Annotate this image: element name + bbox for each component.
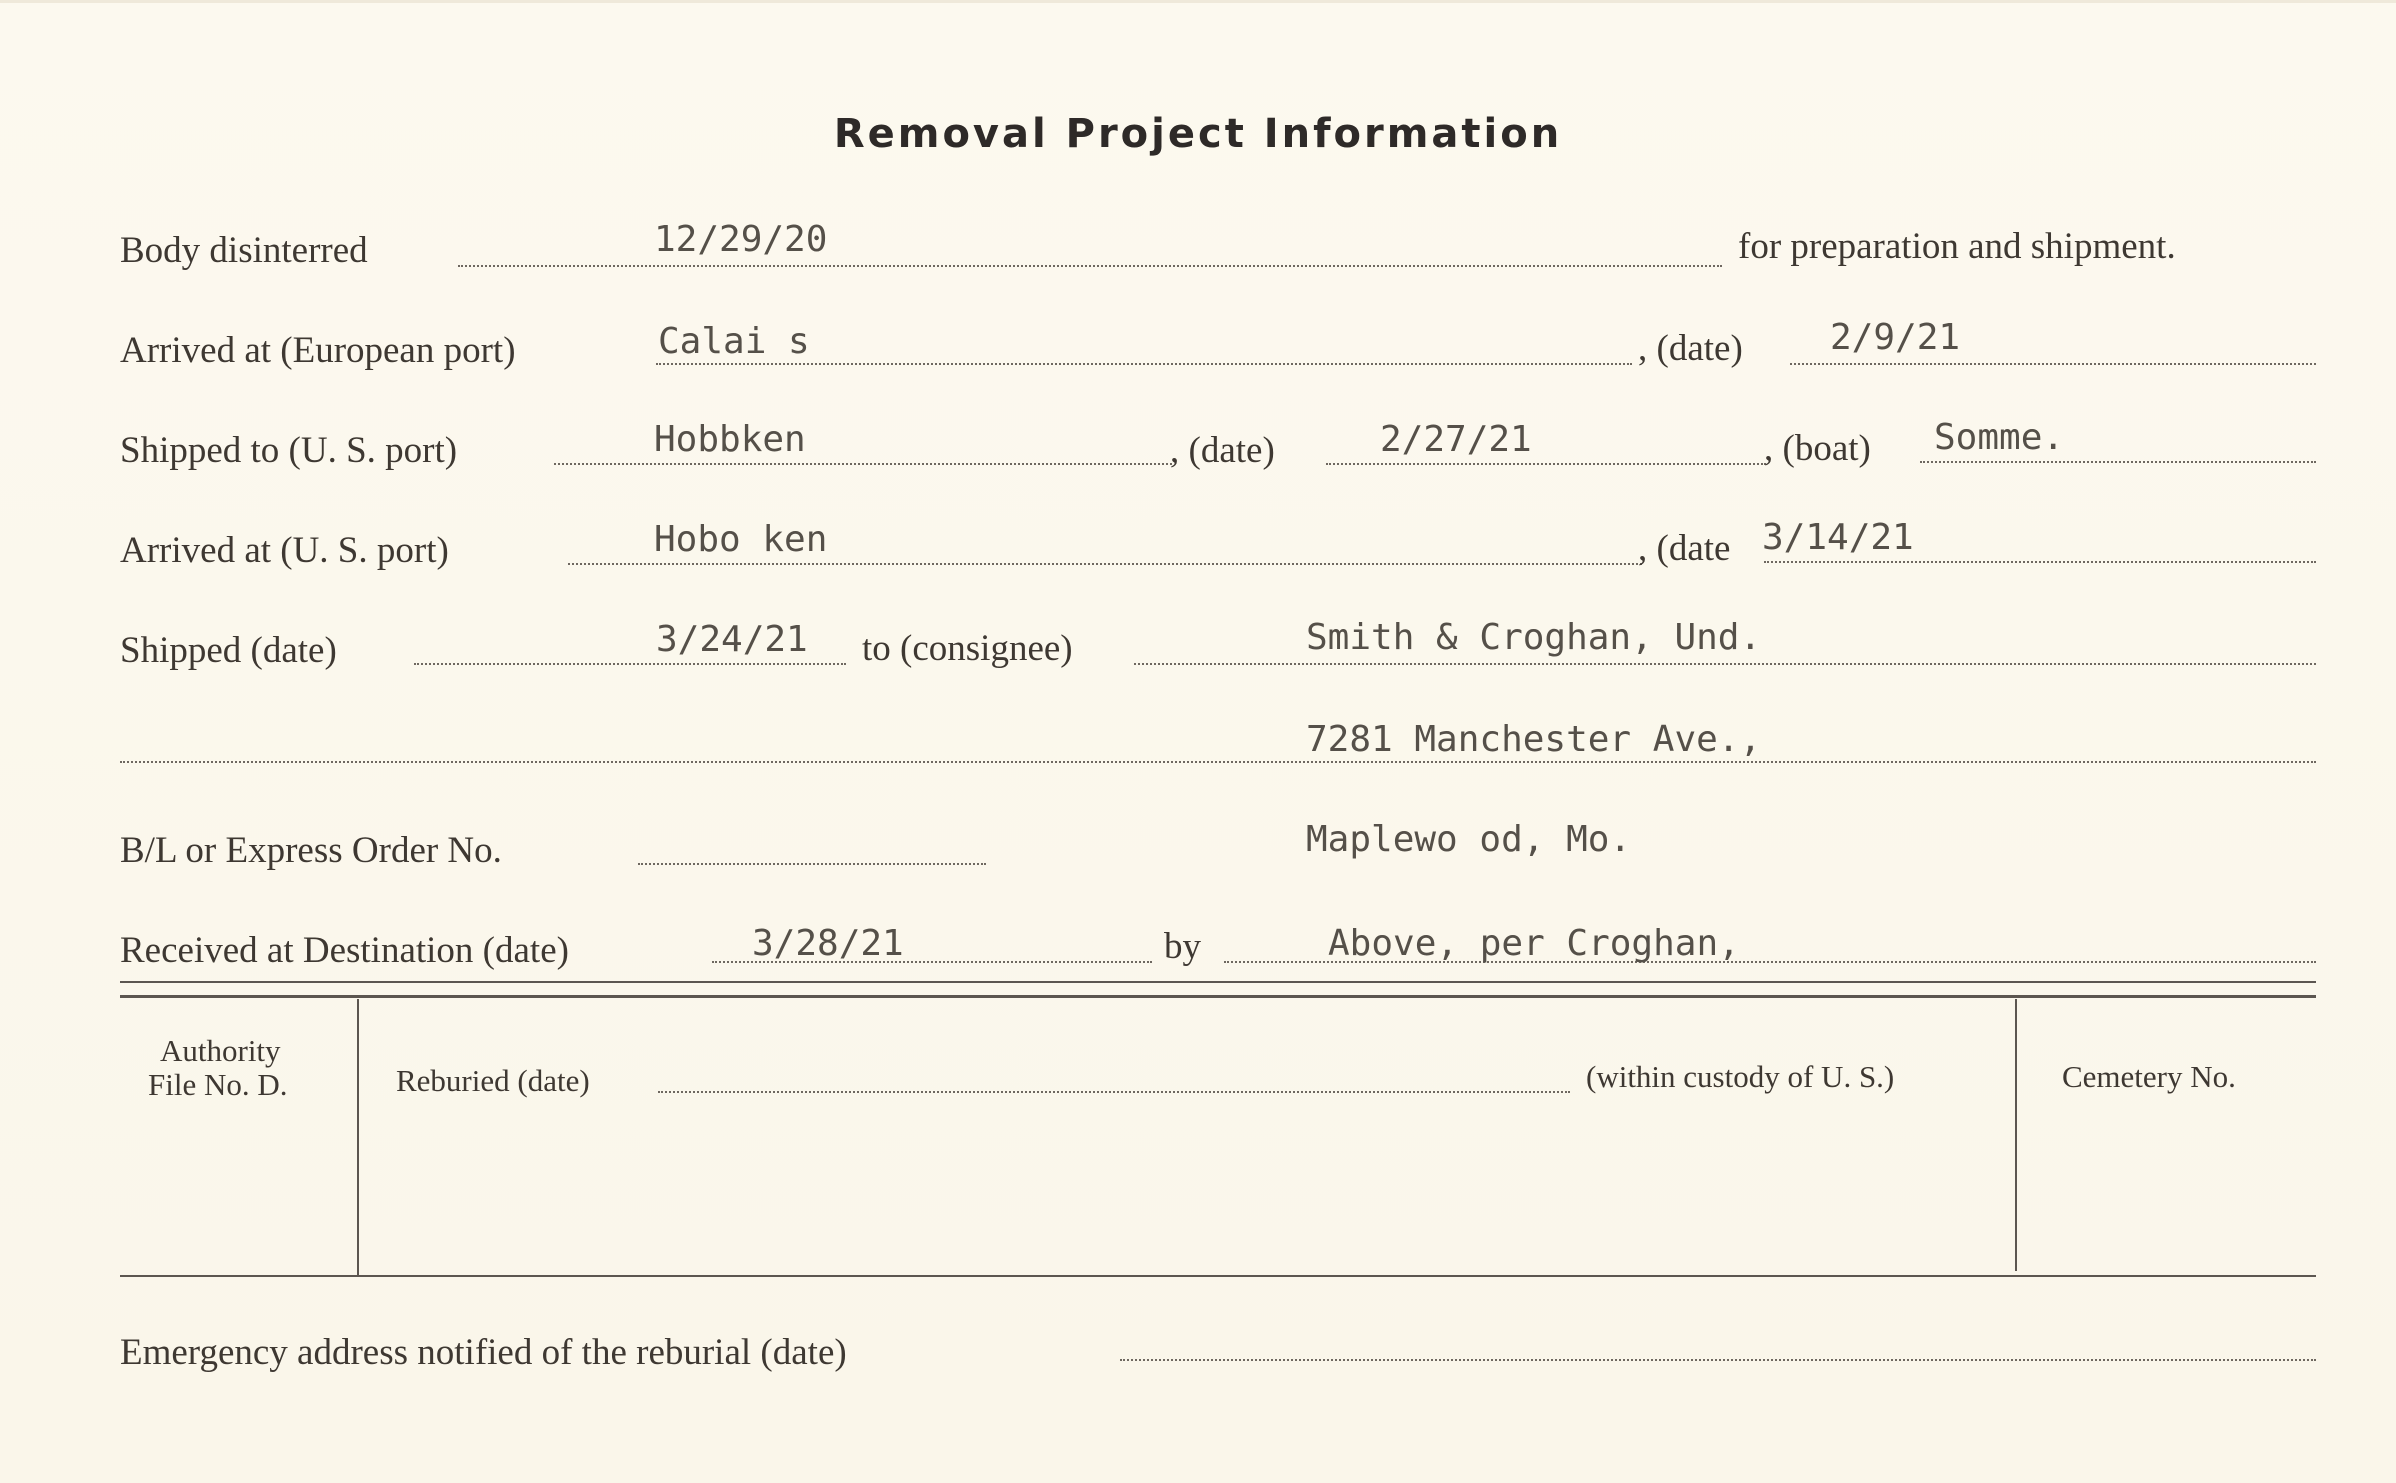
shipped-date-value: 2/27/21 xyxy=(1380,419,1532,460)
shipped-us-label: Shipped to (U. S. port) xyxy=(120,430,458,471)
consignee-line1-value: Smith & Croghan, Und. xyxy=(1306,617,1762,658)
emergency-line xyxy=(1120,1359,2316,1361)
shipped-to-consignee-date-value: 3/24/21 xyxy=(656,619,808,660)
date1-label: , (date) xyxy=(1638,328,1743,369)
received-destination-label: Received at Destination (date) xyxy=(120,930,569,971)
to-consignee-label: to (consignee) xyxy=(862,628,1073,669)
bl-order-label: B/L or Express Order No. xyxy=(120,830,502,871)
divider-bottom xyxy=(120,1275,2316,1277)
date3-label: , (date xyxy=(1638,528,1731,569)
disinterred-date-value: 12/29/20 xyxy=(654,219,828,260)
shipped-to-consignee-date-line xyxy=(414,663,846,665)
body-disinterred-label: Body disinterred xyxy=(120,230,368,271)
us-port-arrived-line xyxy=(568,563,1642,565)
box-divider-right xyxy=(2015,999,2017,1271)
by-label: by xyxy=(1164,926,1201,967)
authority-label: Authority xyxy=(160,1033,281,1068)
file-no-label: File No. D. xyxy=(148,1067,288,1102)
body-disinterred-line xyxy=(458,265,1722,267)
date2-label: , (date) xyxy=(1170,430,1275,471)
shipped-date-label: Shipped (date) xyxy=(120,630,337,671)
arrived-us-label: Arrived at (U. S. port) xyxy=(120,530,449,571)
card-title: Removal Project Information xyxy=(833,111,1563,157)
european-port-value: Calai s xyxy=(658,321,810,362)
cemetery-no-label: Cemetery No. xyxy=(2062,1059,2236,1094)
reburied-line xyxy=(658,1091,1570,1093)
consignee-line3-value: Maplewo od, Mo. xyxy=(1306,819,1632,860)
reburied-label: Reburied (date) xyxy=(396,1063,590,1098)
boat-line xyxy=(1920,461,2316,463)
bl-order-line xyxy=(638,863,986,865)
boat-label: , (boat) xyxy=(1764,428,1871,469)
arrived-european-label: Arrived at (European port) xyxy=(120,330,516,371)
boat-value: Somme. xyxy=(1934,417,2065,458)
consignee-line2-value: 7281 Manchester Ave., xyxy=(1306,719,1762,760)
us-port-arrived-value: Hobo ken xyxy=(654,519,828,560)
emergency-label: Emergency address notified of the reburial (date) xyxy=(120,1332,847,1373)
divider-top-2 xyxy=(120,995,2316,998)
european-port-line xyxy=(656,363,1632,365)
divider-top-1 xyxy=(120,981,2316,983)
shipped-date-line xyxy=(1326,463,1766,465)
european-arrival-date-value: 2/9/21 xyxy=(1830,317,1961,358)
received-date-value: 3/28/21 xyxy=(752,923,904,964)
us-port-shipped-line xyxy=(554,463,1172,465)
consignee-line-2 xyxy=(120,761,2316,763)
for-preparation-label: for preparation and shipment. xyxy=(1738,226,2176,267)
us-port-shipped-value: Hobbken xyxy=(654,419,806,460)
consignee-line-1 xyxy=(1134,663,2316,665)
within-custody-label: (within custody of U. S.) xyxy=(1586,1059,1895,1094)
european-date-line xyxy=(1790,363,2316,365)
us-arrival-date-line xyxy=(1764,561,2316,563)
us-arrival-date-value: 3/14/21 xyxy=(1762,517,1914,558)
box-divider-left xyxy=(357,999,359,1275)
received-by-value: Above, per Croghan, xyxy=(1328,923,1740,964)
